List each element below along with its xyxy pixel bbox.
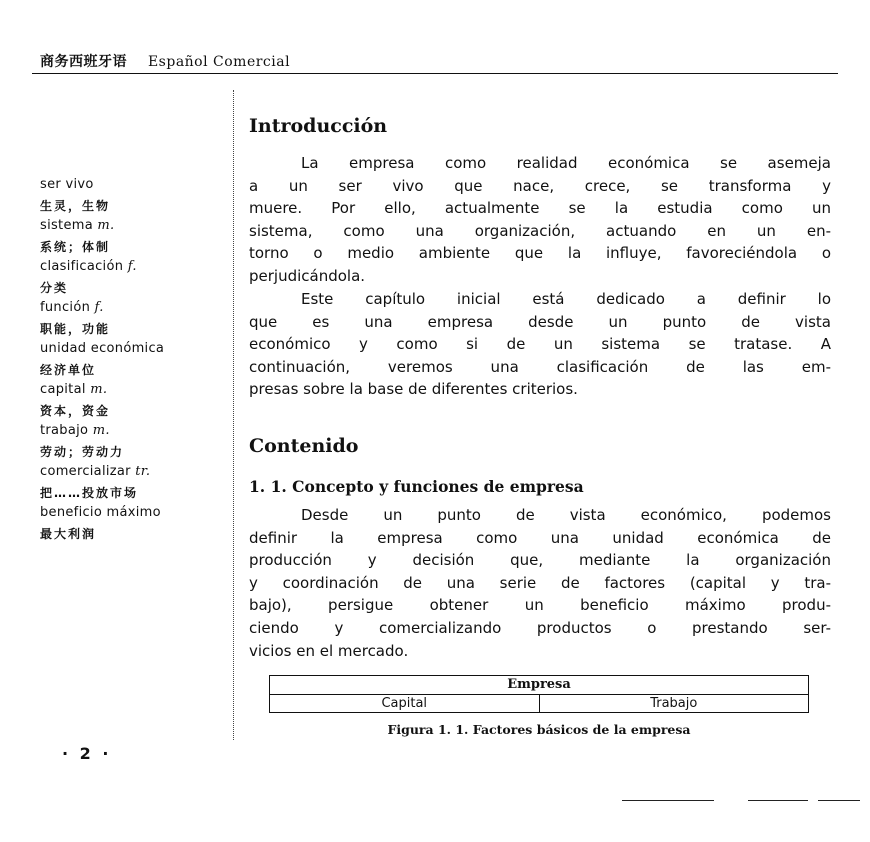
figure-capital-box: Capital (270, 695, 540, 712)
glossary-term: comercializar tr. (40, 464, 151, 479)
margin-dotted-divider (233, 90, 234, 740)
section-heading: 1. 1. Concepto y funciones de empresa (249, 477, 584, 496)
text-line: producción y decisión que, mediante la organización (249, 551, 831, 570)
running-header (40, 51, 290, 71)
glossary-translation: 资本，资金 (40, 403, 111, 418)
header-spanish-title: Español Comercial (147, 54, 291, 70)
footer-rule (818, 800, 860, 801)
introduction-heading: Introducción (249, 115, 388, 137)
figure-diagram (269, 675, 809, 713)
text-line: La empresa como realidad económica se asemeja (301, 154, 831, 172)
text-line: sistema, como una organización, actuando en un en- (249, 221, 831, 240)
text-line: ciendo y comercializando productos o prestando ser- (249, 618, 831, 637)
glossary-translation: 系统；体制 (40, 239, 111, 254)
text-line: económico y como si de un sistema se tratase. A (249, 335, 831, 354)
text-line: muere. Por ello, actualmente se la estudia como un (249, 199, 831, 218)
figure-bottom-row (270, 695, 808, 712)
page-number: · 2 · (62, 744, 112, 763)
introduction-paragraph-2 (249, 288, 831, 401)
figure-caption: Figura 1. 1. Factores básicos de la empresa (387, 722, 691, 737)
glossary-term: unidad económica (40, 341, 165, 356)
text-line: Desde un punto de vista económico, podemos (301, 506, 831, 524)
introduction-paragraph-1 (249, 152, 831, 288)
text-line: presas sobre la base de diferentes criterios. (249, 380, 578, 399)
section-paragraph (249, 504, 831, 662)
text-line: Este capítulo inicial está dedicado a definir lo (301, 290, 831, 308)
header-rule (32, 73, 838, 74)
glossary-translation: 把……投放市场 (40, 485, 139, 500)
glossary-translation: 生灵，生物 (40, 198, 111, 213)
glossary-term: ser vivo (40, 177, 94, 192)
text-line: que es una empresa desde un punto de vista (249, 312, 831, 331)
glossary-term: trabajo m. (40, 423, 110, 438)
glossary-term: función f. (40, 300, 104, 315)
figure-top-box: Empresa (270, 676, 808, 695)
text-line: perjudicándola. (249, 266, 366, 285)
margin-glossary (40, 175, 225, 544)
glossary-translation: 劳动；劳动力 (40, 444, 125, 459)
glossary-term: beneficio máximo (40, 505, 161, 520)
glossary-translation: 最大利润 (40, 526, 97, 541)
text-line: definir la empresa como una unidad económica de (249, 528, 831, 547)
text-line: vicios en el mercado. (249, 641, 409, 660)
footer-rule (622, 800, 714, 801)
glossary-translation: 经济单位 (40, 362, 97, 377)
glossary-term: clasificación f. (40, 259, 137, 274)
figure-trabajo-box: Trabajo (650, 696, 698, 711)
text-line: torno o medio ambiente que la influye, favoreciéndola o (249, 244, 831, 263)
glossary-term: sistema m. (40, 218, 115, 233)
glossary-translation: 职能，功能 (40, 321, 111, 336)
glossary-translation: 分类 (40, 280, 69, 295)
text-line: bajo), persigue obtener un beneficio máximo produ- (249, 596, 831, 615)
text-line: a un ser vivo que nace, crece, se transforma y (249, 176, 831, 195)
glossary-term: capital m. (40, 382, 108, 397)
text-line: continuación, veremos una clasificación de las em- (249, 357, 831, 376)
contenido-heading: Contenido (249, 435, 359, 457)
text-line: y coordinación de una serie de factores (capital y tra- (249, 573, 831, 592)
footer-rule (748, 800, 808, 801)
header-chinese-title: 商务西班牙语 (40, 54, 127, 70)
